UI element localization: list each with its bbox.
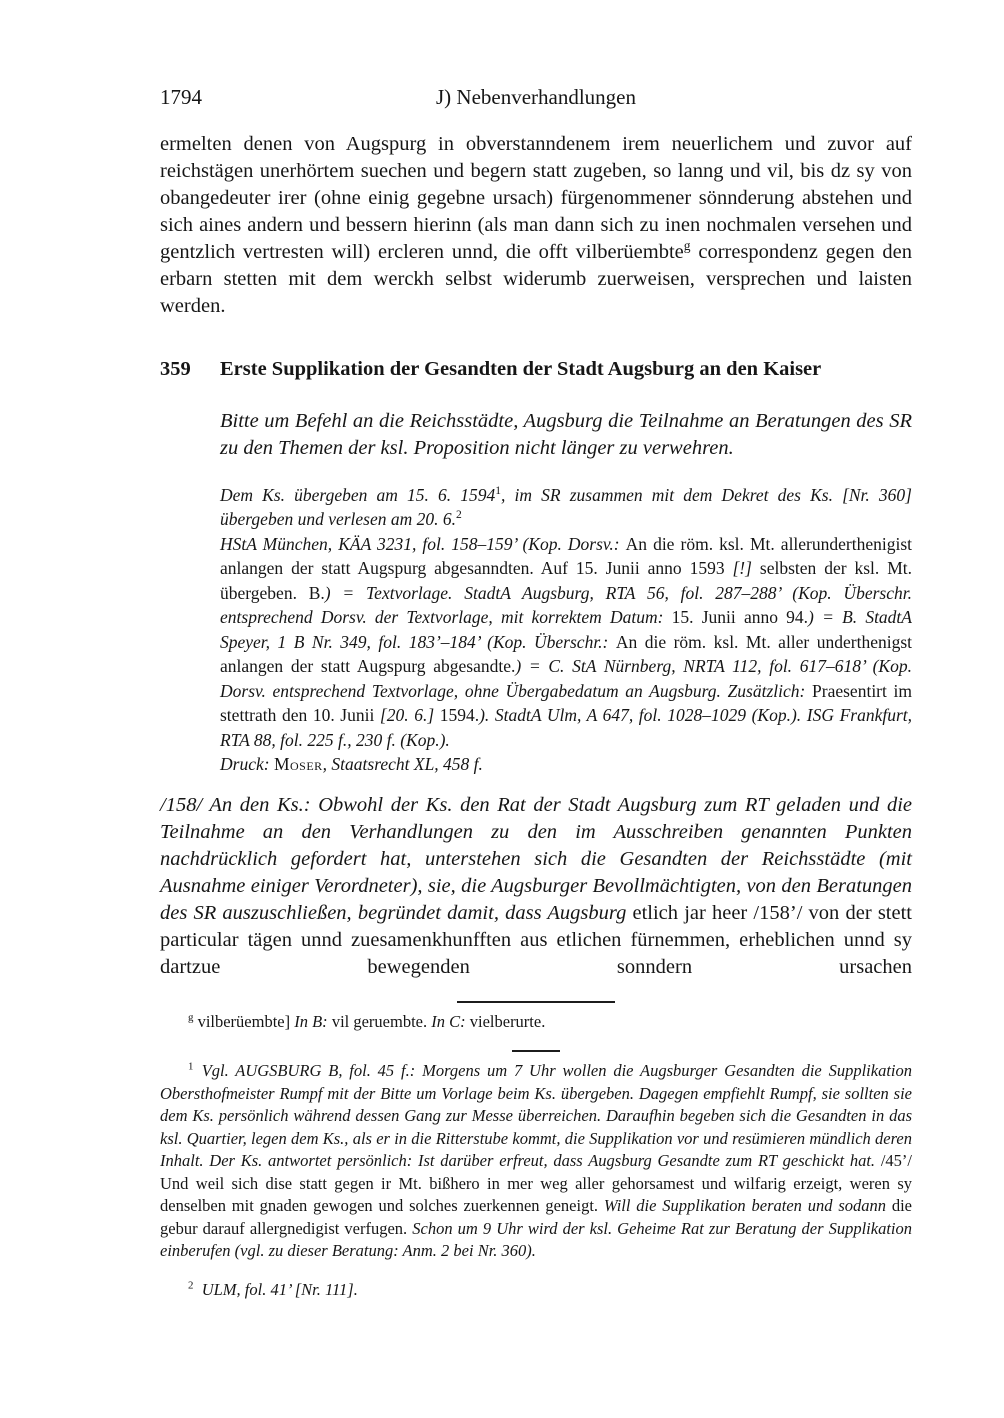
text-run: ermelten denen von Augspurg in obverstanndenem irem neuerlichem und zuvor auf reichstägen unerhörtem suechen und begern statt zugeben, so lanng und vil, bis dz sy von obangedeuter irer (ohne einig gegebne ursach) fürgenommener sönnderung abstehen und sich aines andern und bessern hierinn (als man dann sich zu inen nochmalen versehen und gentzlich vertresten will) ercleren unnd, die offt vilberüembte bbox=[160, 133, 912, 263]
entry-number: 359 bbox=[160, 358, 191, 380]
text-run: 1 bbox=[188, 1060, 194, 1073]
text-run: An die röm. ksl. Mt. aller underthenigst anlangen der statt Augspurg abgesandte. bbox=[220, 631, 912, 676]
text-run: Druck: bbox=[220, 754, 274, 774]
text-run: selbsten der ksl. Mt. übergeben. B. bbox=[220, 558, 912, 603]
text-run: ) = B. StadtA Speyer, 1 B Nr. 349, fol. 183’–184’ (Kop. Überschr.: bbox=[220, 607, 912, 652]
text-run: Vgl. AUGSBURG B, fol. 45 f.: Morgens um 7 Uhr wollen die Augsburger Gesandten die Supplikation Obersthofmeister Rumpf mit der Bitte um Vorlage beim Ks. übergeben. Dagegen empfiehlt Rumpf, sie sollten sie dem Ks. persönlich während dessen Gang zur Messe überreichen. Daraufhin begeben sich die Gesandten in das ksl. Quartier, legen dem Ks., als er in die Ritterstube kommt, die Supplikation vor und resümieren mündlich deren Inhalt. Der Ks. antwortet persönlich: Ist darüber erfreut, dass Augsburg Gesandte zum RT geschickt hat. bbox=[160, 1061, 912, 1170]
text-run: 1 bbox=[495, 484, 502, 497]
text-run: g bbox=[683, 238, 691, 254]
text-run: vielberurte. bbox=[465, 1012, 546, 1031]
entry-title: Erste Supplikation der Gesandten der Stadt Augsburg an den Kaiser bbox=[220, 358, 822, 380]
text-run: In B: bbox=[294, 1012, 328, 1031]
text-run: [20. 6.] bbox=[379, 705, 435, 725]
text-run: 15. Junii anno 94. bbox=[671, 607, 809, 627]
intro-paragraph bbox=[160, 131, 912, 320]
entry-sources bbox=[220, 532, 912, 753]
text-run: /45’/ Und weil sich dise statt gegen ir Mt. bißhero in mer weg aller gehorsamest und wilfarig erzeigt, weren sy denselben mit gnaden gewogen und solches zuerkennen geneigt. bbox=[160, 1151, 912, 1215]
text-column bbox=[160, 0, 912, 1318]
footnote-1 bbox=[160, 1060, 912, 1263]
page-header bbox=[160, 84, 912, 110]
variant-apparatus-divider bbox=[457, 1001, 615, 1003]
footnote-2 bbox=[160, 1279, 912, 1302]
entry-body bbox=[160, 792, 912, 981]
text-run: An die röm. ksl. Mt. allerunderthenigist anlangen der statt Augspurg abgesanndten. Auf 15. Junii anno 1593 bbox=[220, 533, 913, 578]
text-run: HStA München, KÄA 3231, fol. 158–159’ (Kop. Dorsv.: bbox=[220, 533, 626, 554]
footnote-divider bbox=[512, 1050, 560, 1052]
variant-note-g bbox=[160, 1011, 912, 1034]
text-run: vil geruembte. bbox=[327, 1012, 432, 1031]
text-run: ) = Textvorlage. StadtA Augsburg, RTA 56, fol. 287–288’ (Kop. Überschr. entsprechend Dorsv. der Textvorlage, mit korrektem Datum: bbox=[220, 582, 912, 627]
entry-abstract bbox=[220, 408, 912, 462]
text-run: etlich jar heer /158’/ von der stett particular tägen unnd zuesamenkhunfften aus etlichen fürnemmen, erheblichen unnd sy dartzue bewegenden sonndern ursachen bbox=[160, 901, 912, 978]
text-run: Dem Ks. übergeben am 15. 6. 1594 bbox=[220, 484, 496, 505]
text-run: 1594. bbox=[434, 705, 480, 725]
text-run: Schon um 9 Uhr wird der ksl. Geheime Rat zur Beratung der Supplikation einberufen (vgl. zu dieser Beratung: Anm. 2 bei Nr. 360). bbox=[160, 1218, 912, 1260]
text-run: In C: bbox=[431, 1012, 466, 1031]
text-run: /158/ An den Ks.: Obwohl der Ks. den Rat der Stadt Augsburg zum RT geladen und die Teilnahme an den Verhandlungen zu den im Ausschreiben genannten Punkten nachdrücklich gefordert hat, unterstehen sich die Gesandten der Reichsstädte (mit Ausnahme einiger Verordneter), sie, die Augsburger Bevollmächtigten, von den Beratungen des SR auszuschließen, begründet damit, dass Augsburg bbox=[160, 793, 912, 924]
entry-heading bbox=[160, 356, 912, 383]
text-run: ) = C. StA Nürnberg, NRTA 112, fol. 617–618’ (Kop. Dorsv. entsprechend Textvorlage, ohne Übergabedatum an Augsburg. Zusätzlich: bbox=[220, 656, 912, 701]
entry-print-note bbox=[220, 752, 912, 777]
text-run: Will die Supplikation beraten und sodann bbox=[603, 1196, 886, 1215]
text-run: correspondenz gegen den erbarn stetten mit dem werckh selbst widerumb zuerweisen, versprechen und laisten werden. bbox=[160, 241, 913, 317]
entry-provenance bbox=[220, 483, 912, 777]
running-head: J) Nebenverhandlungen bbox=[435, 85, 636, 109]
text-run: Moser bbox=[273, 754, 323, 774]
text-run: vilberüembte] bbox=[193, 1012, 295, 1031]
text-run: 2 bbox=[456, 509, 462, 522]
text-run: Bitte um Befehl an die Reichsstädte, Augsburg die Teilnahme an Beratungen des SR zu den Themen der ksl. Proposition nicht länger zu verwehren. bbox=[220, 410, 912, 459]
text-run: 2 bbox=[188, 1279, 194, 1292]
page-number: 1794 bbox=[160, 85, 202, 109]
text-run: , im SR zusammen mit dem Dekret des Ks. [Nr. 360] übergeben und verlesen am 20. 6. bbox=[220, 484, 912, 529]
text-run: ULM, fol. 41’ [Nr. 111]. bbox=[193, 1280, 358, 1299]
text-run: Praesentirt im stettrath den 10. Junii bbox=[220, 680, 913, 725]
text-run: die gebur darauf allergnedigist verfugen. bbox=[160, 1196, 912, 1238]
entry-dateline bbox=[220, 483, 912, 532]
text-run: g bbox=[188, 1011, 194, 1024]
text-run: [!] bbox=[732, 558, 752, 578]
text-run: ). StadtA Ulm, A 647, fol. 1028–1029 (Kop.). ISG Frankfurt, RTA 88, fol. 225 f., 230 f. (Kop.). bbox=[220, 705, 912, 750]
text-run: , Staatsrecht XL, 458 f. bbox=[322, 754, 483, 774]
